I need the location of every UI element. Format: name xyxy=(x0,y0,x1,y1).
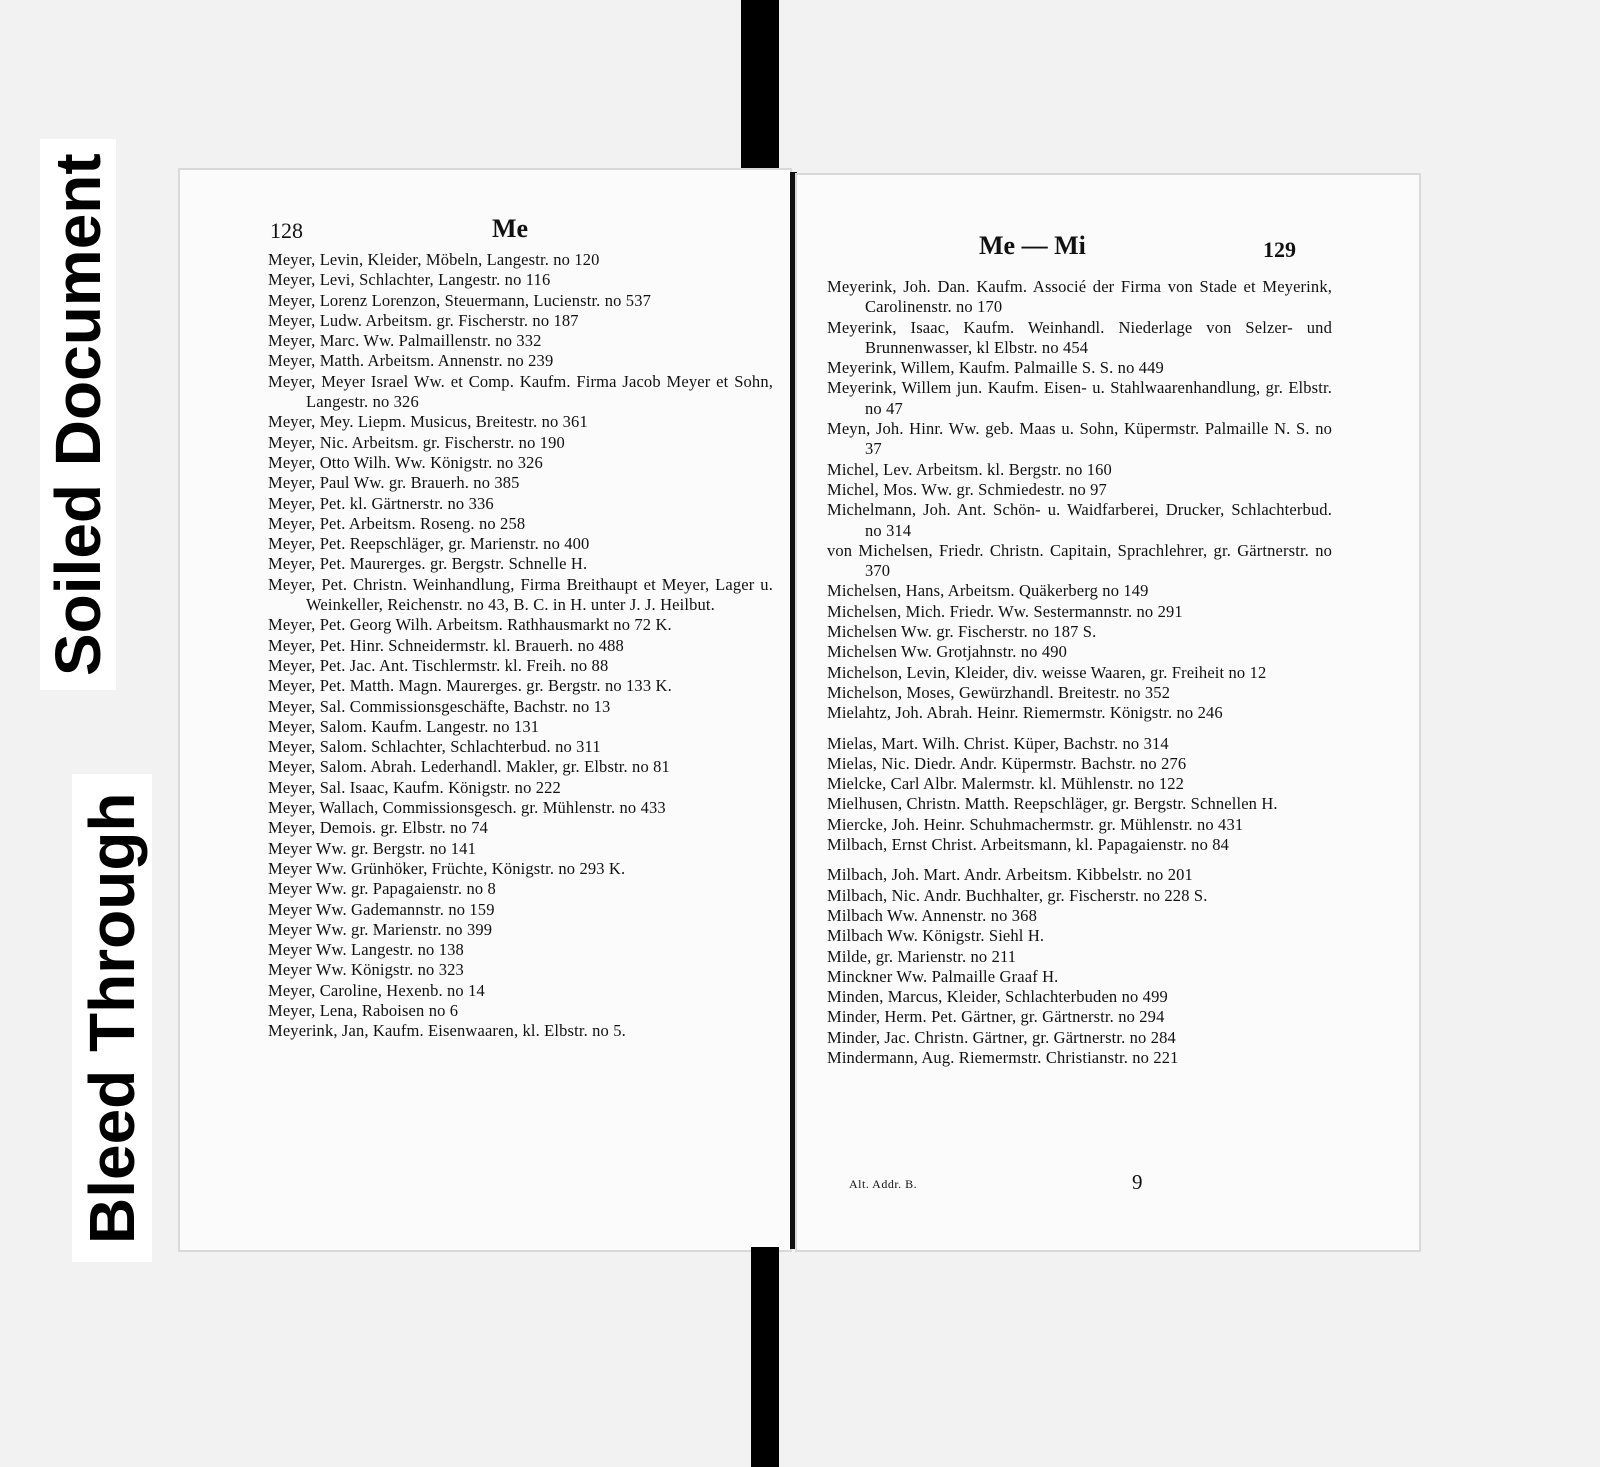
directory-entry: Minckner Ww. Palmaille Graaf H. xyxy=(827,966,1059,986)
directory-entry: Meyer, Pet. Hinr. Schneidermstr. kl. Brauerh. no 488 xyxy=(268,635,624,655)
running-head-right: Me — Mi xyxy=(979,231,1086,260)
directory-entry: Meyer, Pet. Arbeitsm. Roseng. no 258 xyxy=(268,513,526,533)
page-number-left: 128 xyxy=(270,218,303,243)
directory-entry: Michelson, Moses, Gewürzhandl. Breitestr. no 352 xyxy=(827,682,1171,702)
directory-entry: Mielahtz, Joh. Abrah. Heinr. Riemermstr. Königstr. no 246 xyxy=(827,703,1223,723)
directory-entry: Meyer, Caroline, Hexenb. no 14 xyxy=(268,980,485,1000)
page-number-right: 129 xyxy=(1263,237,1296,262)
directory-entry: Meyer, Nic. Arbeitsm. gr. Fischerstr. no 190 xyxy=(268,432,565,452)
directory-entry: Meyer, Levin, Kleider, Möbeln, Langestr. no 120 xyxy=(268,250,600,269)
entry-spacer xyxy=(827,724,1332,734)
directory-entry: Meyer, Matth. Arbeitsm. Annenstr. no 239 xyxy=(268,351,554,371)
directory-entry: Milde, gr. Marienstr. no 211 xyxy=(827,946,1017,966)
directory-entry: Michelmann, Joh. Ant. Schön- u. Waidfarberei, Drucker, Schlachterbud. no 314 xyxy=(827,500,1332,540)
right-page xyxy=(797,175,1419,1250)
directory-entry: Meyer, Salom. Kaufm. Langestr. no 131 xyxy=(268,716,540,736)
directory-entry: Meyer, Pet. kl. Gärtnerstr. no 336 xyxy=(268,493,494,513)
directory-entry: Meyerink, Jan, Kaufm. Eisenwaaren, kl. Elbstr. no 5. xyxy=(268,1021,626,1041)
directory-entry: Meyer Ww. gr. Bergstr. no 141 xyxy=(268,838,476,858)
directory-entry: Milbach Ww. Königstr. Siehl H. xyxy=(827,926,1045,946)
directory-entry: Milbach, Nic. Andr. Buchhalter, gr. Fischerstr. no 228 S. xyxy=(827,885,1208,905)
directory-entry: Michelsen Ww. Grotjahnstr. no 490 xyxy=(827,642,1068,662)
directory-entry: Milbach, Joh. Mart. Andr. Arbeitsm. Kibbelstr. no 201 xyxy=(827,865,1193,885)
directory-entry: Meyer Ww. Langestr. no 138 xyxy=(268,940,464,960)
directory-entry: Meyer, Otto Wilh. Ww. Königstr. no 326 xyxy=(268,452,543,472)
directory-entry: Meyer Ww. gr. Marienstr. no 399 xyxy=(268,919,493,939)
directory-entries-right xyxy=(827,277,1332,1068)
directory-entry: Meyerink, Willem, Kaufm. Palmaille S. S. no 449 xyxy=(827,358,1164,378)
directory-entry: Meyer, Pet. Jac. Ant. Tischlermstr. kl. Freih. no 88 xyxy=(268,655,609,675)
directory-entry: Meyer Ww. Königstr. no 323 xyxy=(268,960,464,980)
directory-entry: Meyer, Salom. Abrah. Lederhandl. Makler, gr. Elbstr. no 81 xyxy=(268,757,670,777)
directory-entry: Meyer Ww. Grünhöker, Früchte, Königstr. no 293 K. xyxy=(268,858,626,878)
directory-entry: Minder, Herm. Pet. Gärtner, gr. Gärtnerstr. no 294 xyxy=(827,1007,1165,1027)
directory-entry: Meyer, Pet. Georg Wilh. Arbeitsm. Rathhausmarkt no 72 K. xyxy=(268,615,672,635)
directory-entry: Meyer, Lorenz Lorenzon, Steuermann, Lucienstr. no 537 xyxy=(268,290,652,310)
directory-entry: Meyer, Salom. Schlachter, Schlachterbud. no 311 xyxy=(268,737,601,757)
directory-entry: von Michelsen, Friedr. Christn. Capitain, Sprachlehrer, gr. Gärtnerstr. no 370 xyxy=(827,540,1332,581)
bleed-through-label: Bleed Through xyxy=(72,774,152,1262)
directory-entry: Meyer, Sal. Commissionsgeschäfte, Bachstr. no 13 xyxy=(268,696,611,716)
directory-entry: Meyer Ww. Gademannstr. no 159 xyxy=(268,899,495,919)
directory-entry: Minden, Marcus, Kleider, Schlachterbuden no 499 xyxy=(827,987,1168,1007)
directory-entry: Michelsen, Hans, Arbeitsm. Quäkerberg no 149 xyxy=(827,581,1149,601)
directory-entry: Meyer, Meyer Israel Ww. et Comp. Kaufm. Firma Jacob Meyer et Sohn, Langestr. no 326 xyxy=(268,371,773,412)
directory-entry: Meyer, Marc. Ww. Palmaillenstr. no 332 xyxy=(268,331,542,351)
directory-entry: Meyerink, Willem jun. Kaufm. Eisen- u. Stahlwaarenhandlung, gr. Elbstr. no 47 xyxy=(827,378,1332,418)
soiled-document-label: Soiled Document xyxy=(40,139,116,690)
directory-entry: Mielas, Nic. Diedr. Andr. Küpermstr. Bachstr. no 276 xyxy=(827,753,1187,773)
directory-entry: Meyer, Pet. Christn. Weinhandlung, Firma Breithaupt et Meyer, Lager u. Weinkeller, Reichenstr. no 43, B. C. in H. unter J. J. Heilbut. xyxy=(268,574,773,615)
directory-entry: Mindermann, Aug. Riemermstr. Christianstr. no 221 xyxy=(827,1047,1179,1067)
directory-entry: Meyer, Sal. Isaac, Kaufm. Königstr. no 222 xyxy=(268,777,561,797)
directory-entry: Michel, Mos. Ww. gr. Schmiedestr. no 97 xyxy=(827,479,1107,499)
directory-entry: Meyer, Pet. Matth. Magn. Maurerges. gr. Bergstr. no 133 K. xyxy=(268,676,672,696)
directory-entry: Meyerink, Isaac, Kaufm. Weinhandl. Niederlage von Selzer- und Brunnenwasser, kl Elbstr. no 454 xyxy=(827,317,1332,357)
directory-entry: Meyer, Pet. Reepschläger, gr. Marienstr. no 400 xyxy=(268,534,590,554)
directory-entry: Meyer, Levi, Schlachter, Langestr. no 116 xyxy=(268,270,551,290)
book-gutter xyxy=(790,172,797,1249)
directory-entry: Meyer, Ludw. Arbeitsm. gr. Fischerstr. no 187 xyxy=(268,310,579,330)
directory-entry: Minder, Jac. Christn. Gärtner, gr. Gärtnerstr. no 284 xyxy=(827,1027,1176,1047)
directory-entry: Meyerink, Joh. Dan. Kaufm. Associé der Firma von Stade et Meyerink, Carolinenstr. no 170 xyxy=(827,277,1332,317)
directory-entry: Meyer, Wallach, Commissionsgesch. gr. Mühlenstr. no 433 xyxy=(268,798,666,818)
directory-entry: Mielcke, Carl Albr. Malermstr. kl. Mühlenstr. no 122 xyxy=(827,774,1185,794)
directory-entry: Michel, Lev. Arbeitsm. kl. Bergstr. no 160 xyxy=(827,459,1112,479)
directory-entry: Mielas, Mart. Wilh. Christ. Küper, Bachstr. no 314 xyxy=(827,733,1169,753)
directory-entry: Meyer Ww. gr. Papagaienstr. no 8 xyxy=(268,879,496,899)
directory-entry: Milbach Ww. Annenstr. no 368 xyxy=(827,905,1037,925)
directory-entries-left xyxy=(268,250,773,1042)
directory-entry: Michelson, Levin, Kleider, div. weisse Waaren, gr. Freiheit no 12 xyxy=(827,662,1267,682)
directory-entry: Meyn, Joh. Hinr. Ww. geb. Maas u. Sohn, Küpermstr. Palmaille N. S. no 37 xyxy=(827,419,1332,459)
directory-entry: Meyer, Demois. gr. Elbstr. no 74 xyxy=(268,818,488,838)
left-page xyxy=(180,170,790,1250)
binding-strip-bottom xyxy=(751,1247,779,1467)
directory-entry: Meyer, Lena, Raboisen no 6 xyxy=(268,1000,459,1020)
entry-spacer xyxy=(827,855,1332,865)
directory-entry: Miercke, Joh. Heinr. Schuhmachermstr. gr. Mühlenstr. no 431 xyxy=(827,814,1244,834)
directory-entry: Meyer, Paul Ww. gr. Brauerh. no 385 xyxy=(268,473,520,493)
directory-entry: Michelsen Ww. gr. Fischerstr. no 187 S. xyxy=(827,622,1097,642)
directory-entry: Meyer, Mey. Liepm. Musicus, Breitestr. no 361 xyxy=(268,412,588,432)
directory-entry: Mielhusen, Christn. Matth. Reepschläger, gr. Bergstr. Schnellen H. xyxy=(827,794,1278,814)
directory-entry: Milbach, Ernst Christ. Arbeitsmann, kl. Papagaienstr. no 84 xyxy=(827,835,1230,855)
directory-entry: Michelsen, Mich. Friedr. Ww. Sestermannstr. no 291 xyxy=(827,601,1183,621)
directory-entry: Meyer, Pet. Maurerges. gr. Bergstr. Schnelle H. xyxy=(268,554,588,574)
signature-mark: Alt. Addr. B. xyxy=(849,1177,918,1191)
signature-number: 9 xyxy=(1132,1170,1143,1194)
binding-strip-top xyxy=(741,0,779,182)
running-head-left: Me xyxy=(492,214,529,243)
